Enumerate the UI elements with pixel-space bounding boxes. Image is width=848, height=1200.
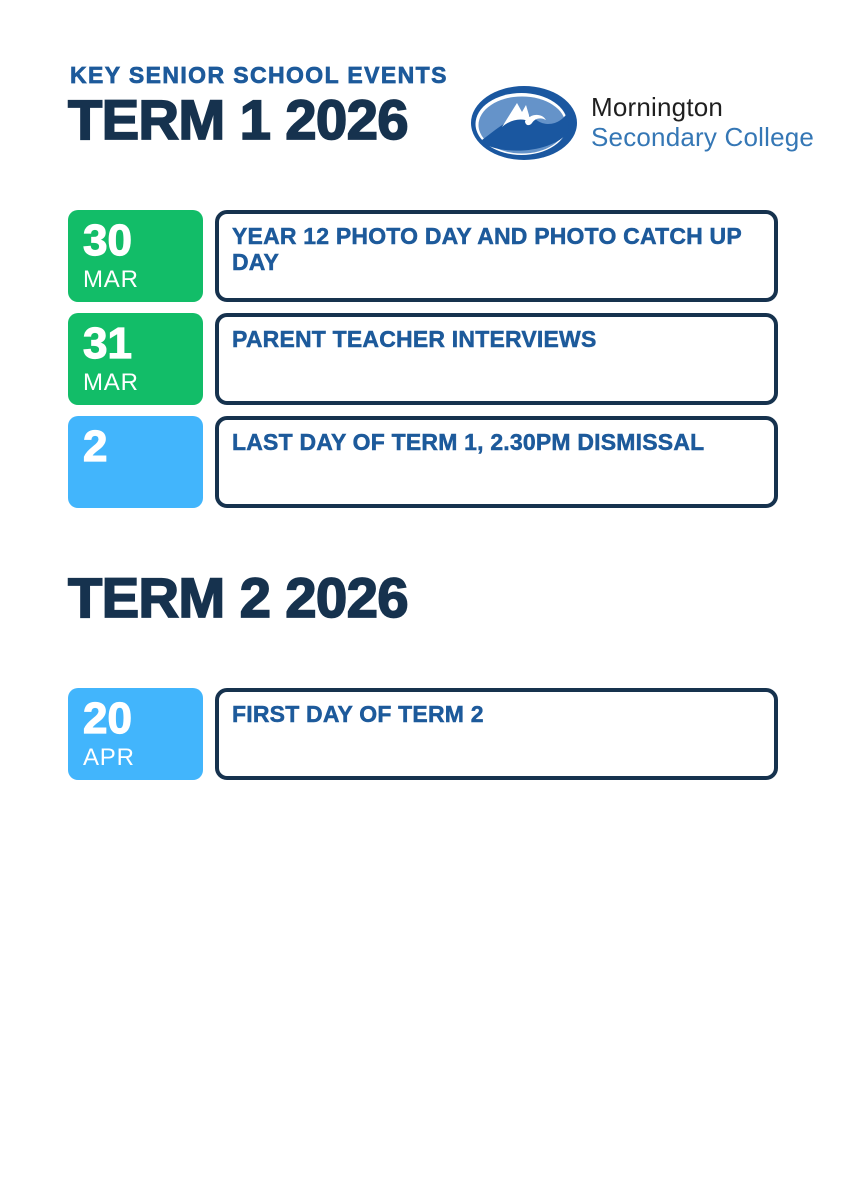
date-badge [68,688,203,780]
event-row [68,688,778,780]
event-row [68,313,778,405]
logo-subtitle: Secondary College [591,122,815,152]
logo-text [591,92,814,152]
event-text: PARENT TEACHER INTERVIEWS [232,326,597,352]
event-text: FIRST DAY OF TERM 2 [232,701,484,727]
event-row [68,416,778,508]
date-badge [68,313,203,405]
date-badge [68,416,203,508]
month-label: MAR [83,368,139,396]
day-number: 31 [83,319,132,368]
wave-logo-icon [468,80,580,168]
logo-name: Mornington [591,92,724,122]
term1-title: TERM 1 2026 [68,88,408,151]
eyebrow-title: KEY SENIOR SCHOOL EVENTS [70,62,448,88]
event-text: LAST DAY OF TERM 1, 2.30PM DISMISSAL [232,429,705,455]
term1-events [68,210,778,519]
event-box [215,416,778,508]
day-number: 20 [83,694,132,743]
event-box [215,210,778,302]
event-text: YEAR 12 PHOTO DAY AND PHOTO CATCH UP DAY [232,223,742,275]
month-label: APR [83,743,135,771]
event-row [68,210,778,302]
event-box [215,688,778,780]
month-label: MAR [83,265,139,293]
day-number: 30 [83,216,132,265]
event-box [215,313,778,405]
day-number: 2 [83,422,108,471]
date-badge [68,210,203,302]
term2-title: TERM 2 2026 [68,566,408,629]
term2-events [68,688,778,791]
